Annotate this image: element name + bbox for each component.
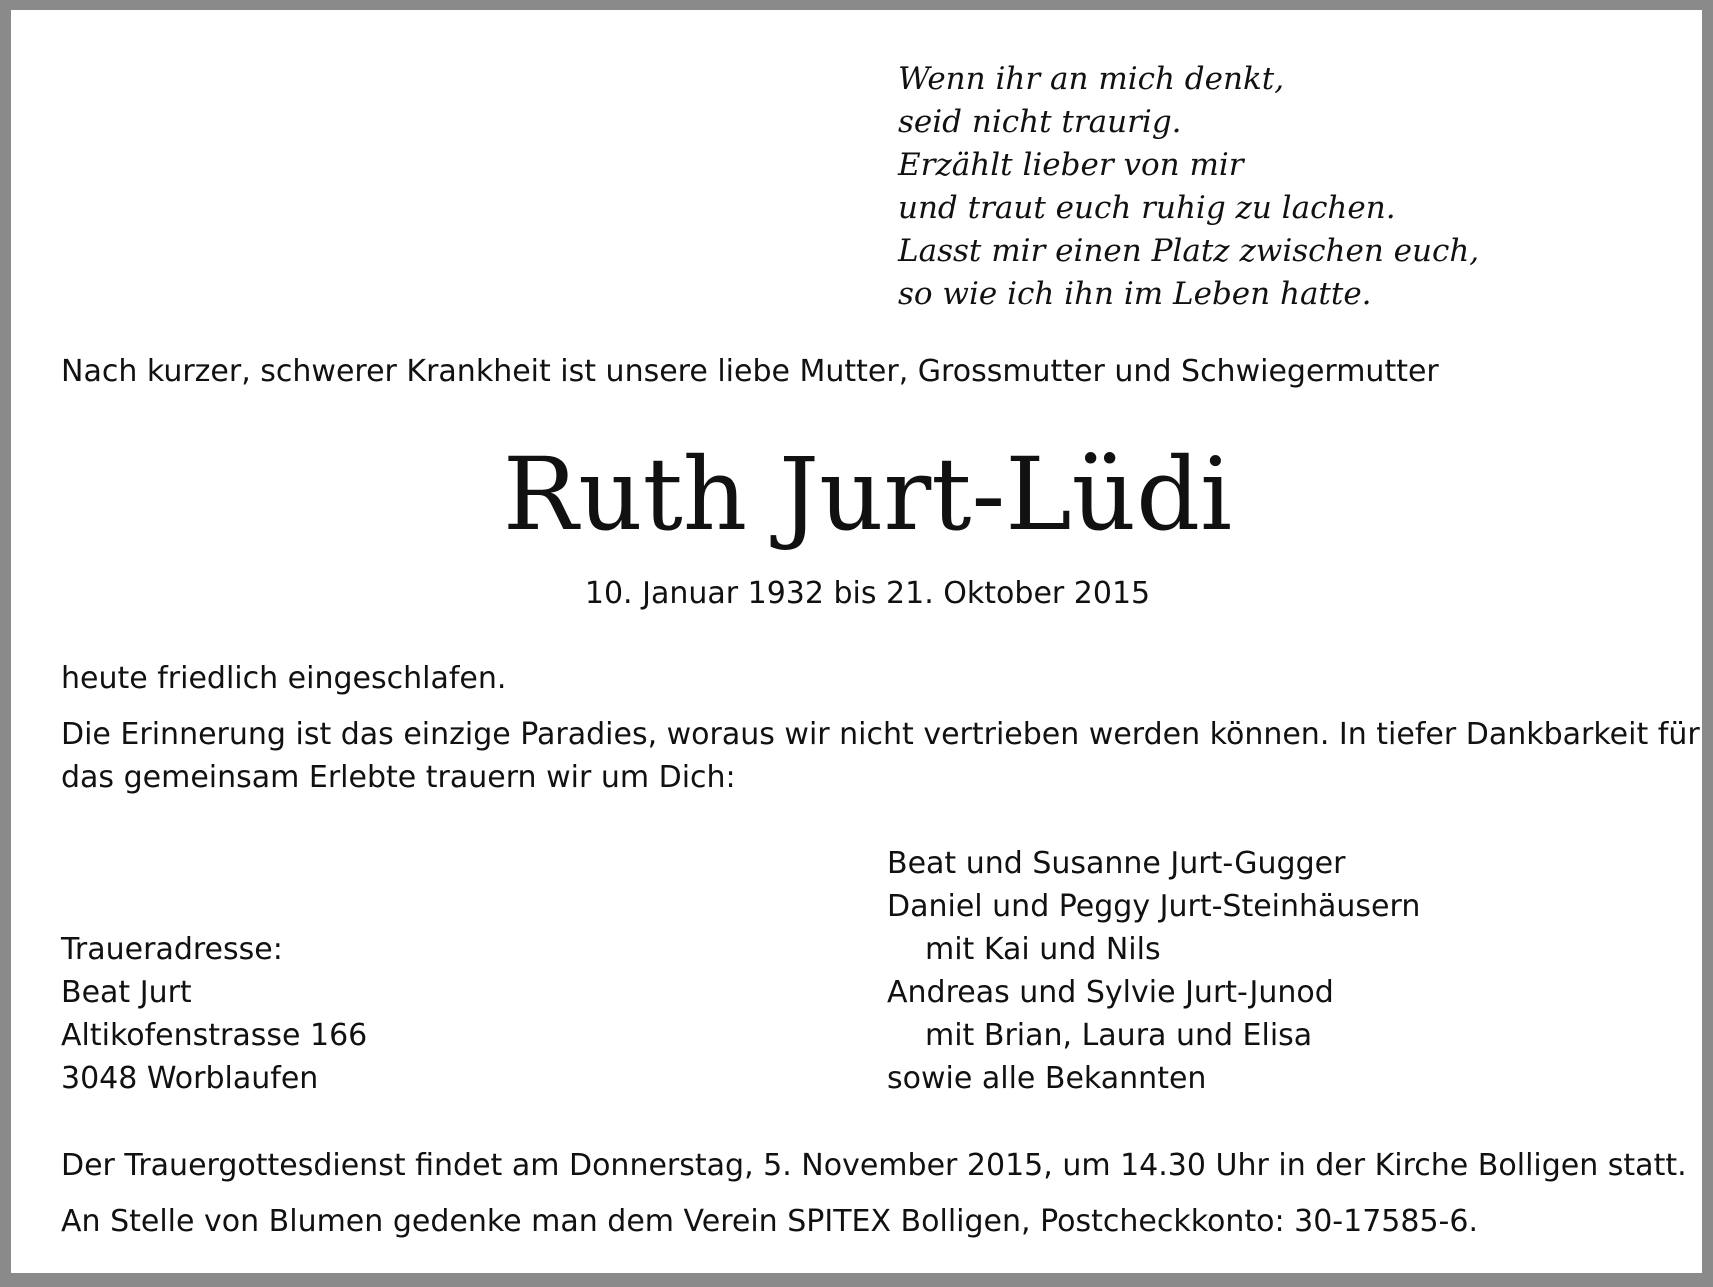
memory-text-line-2: das gemeinsam Erlebte trauern wir um Dich: [61,760,736,795]
mourner-line: Daniel und Peggy Jurt-Steinhäusern [887,889,1421,924]
mourner-line: sowie alle Bekannten [887,1061,1207,1096]
mourner-line: Andreas und Sylvie Jurt-Junod [887,975,1334,1010]
poem-line: Lasst mir einen Platz zwischen euch, [898,233,1480,269]
mourner-line: Beat und Susanne Jurt-Gugger [887,846,1346,881]
passed-text: heute friedlich eingeschlafen. [61,661,507,696]
mourner-line: mit Brian, Laura und Elisa [925,1018,1313,1053]
poem [898,58,1479,316]
mourning-address [61,928,367,1100]
poem-line: Erzählt lieber von mir [898,147,1244,183]
mourner-line: mit Kai und Nils [925,932,1161,967]
poem-line: und traut euch ruhig zu lachen. [898,190,1396,226]
poem-line: so wie ich ihn im Leben hatte. [898,276,1372,312]
address-name: Beat Jurt [61,975,192,1010]
intro-text: Nach kurzer, schwerer Krankheit ist unsere liebe Mutter, Grossmutter und Schwiegermutter [61,354,1439,389]
address-city: 3048 Worblaufen [61,1061,319,1096]
deceased-name: Ruth Jurt-Lüdi [502,436,1233,553]
life-dates: 10. Januar 1932 bis 21. Oktober 2015 [584,576,1151,611]
service-notice: Der Trauergottesdienst findet am Donnerstag, 5. November 2015, um 14.30 Uhr in der Kirche Bolligen statt. [61,1148,1687,1183]
poem-line: seid nicht traurig. [898,104,1182,140]
address-label: Traueradresse: [61,932,283,967]
mourners-list [887,842,1420,1100]
memory-text-line-1: Die Erinnerung ist das einzige Paradies, woraus wir nicht vertrieben werden können. In tiefer Dankbarkeit für [61,717,1700,752]
address-street: Altikofenstrasse 166 [61,1018,368,1053]
poem-line: Wenn ihr an mich denkt, [898,61,1285,97]
donation-notice: An Stelle von Blumen gedenke man dem Verein SPITEX Bolligen, Postcheckkonto: 30-17585-6. [61,1204,1479,1239]
